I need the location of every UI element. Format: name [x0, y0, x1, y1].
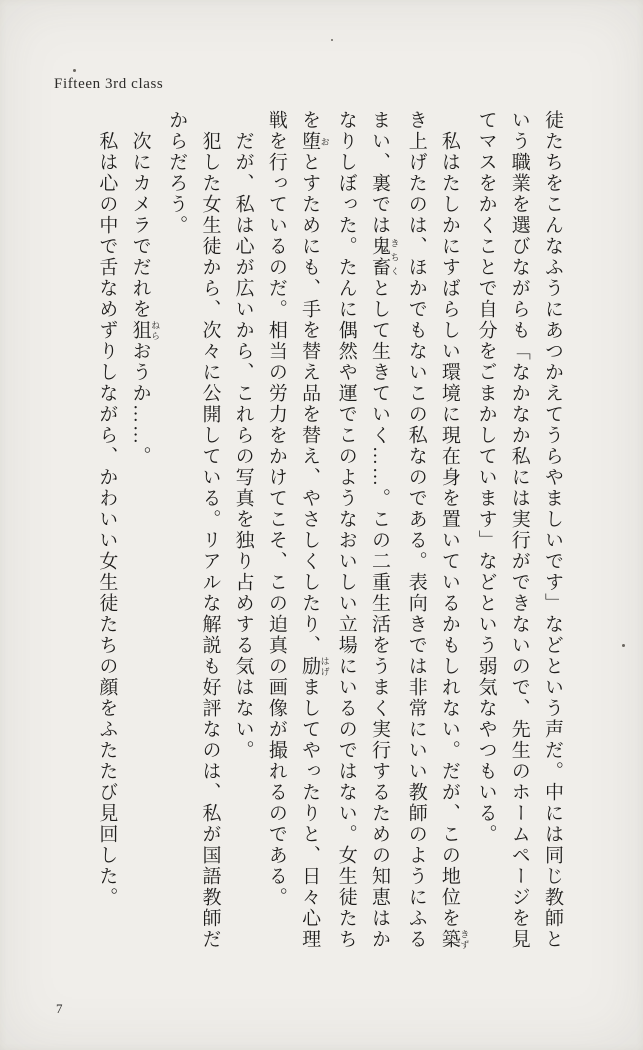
- text-column: 次にカメラでだれを狙 ねらおうか……。: [129, 131, 161, 467]
- text-column: 徒たちをこんなふうにあつかえてうらやましいです」などという声だ。中には同じ教師と: [542, 110, 563, 950]
- text-column: からだろう。: [166, 110, 188, 236]
- ruby-annotated-word: 励 はげ: [299, 656, 330, 677]
- text-column: まい、裏では鬼畜 きちくとして生きていく……。この二重生活をうまく実行するための知恵はか: [368, 110, 400, 950]
- text-column: いう職業を選びながらも「なかなか私には実行ができないので、先生のホームページを見: [508, 110, 530, 950]
- ruby-annotated-word: 鬼畜 きちく: [368, 236, 400, 278]
- scan-speck: [331, 39, 333, 41]
- text-column: 戦を行っているのだ。相当の労力をかけてこそ、この迫真の画像が撮れるのである。: [265, 110, 287, 908]
- scan-speck: [622, 644, 625, 647]
- running-header: Fifteen 3rd class: [54, 76, 164, 92]
- page-number: 7: [56, 1001, 63, 1016]
- text-column: 犯した女生徒から、次々に公開している。リアルな解説も好評なのは、私が国語教師だ: [199, 131, 221, 950]
- text-column: だが、私は心が広いから、これらの写真を独り占めする気はない。: [232, 131, 254, 761]
- text-column: を堕 おとすためにも、手を替え品を替え、やさしくしたり、励 はげましてやったりと、日々心理: [299, 110, 330, 950]
- ruby-annotated-word: 堕 お: [299, 131, 330, 152]
- text-column: 私はたしかにすばらしい環境に現在身を置いているかもしれない。だが、この地位を築 きず: [438, 131, 470, 950]
- scan-speck: [73, 69, 76, 72]
- ruby-annotated-word: 狙 ねら: [129, 320, 161, 341]
- text-column: き上げたのは、ほかでもないこの私なのである。表向きでは非常にいい教師のようにふる: [405, 110, 427, 950]
- vertical-text-block: [90, 110, 569, 952]
- text-column: 私は心の中で舌なめずりしながら、かわいい女生徒たちの顔をふたたび見回した。: [96, 131, 118, 908]
- ruby-annotated-word: 築 きず: [438, 929, 470, 950]
- text-column: てマスをかくことで自分をごまかしています」などという弱気なやつもいる。: [475, 110, 497, 845]
- text-column: なりしぼった。たんに偶然や運でこのようなおいしい立場にいるのではない。女生徒たち: [335, 110, 357, 950]
